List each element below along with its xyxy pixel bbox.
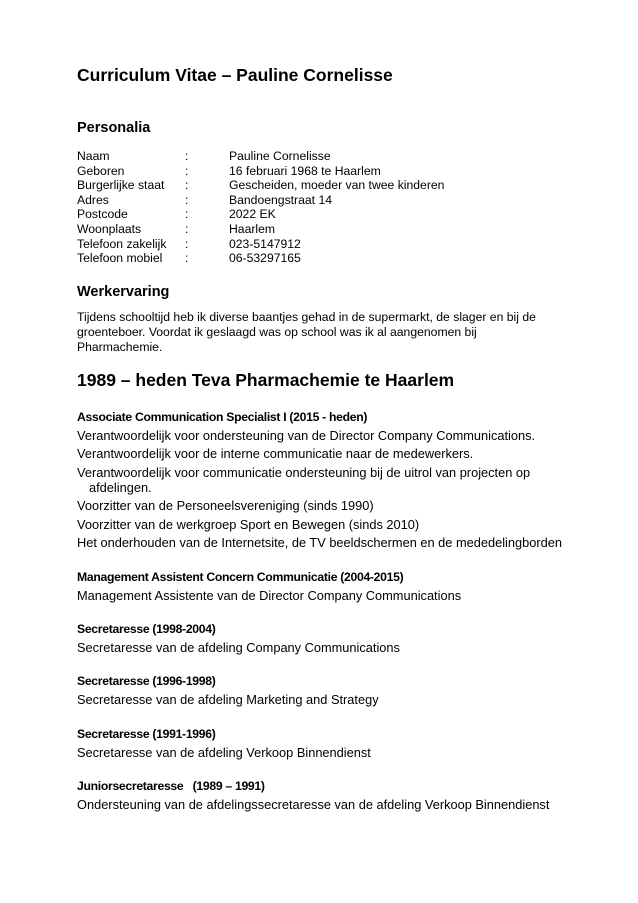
personalia-row [77,207,444,222]
personalia-row [77,149,444,164]
personalia-value: Haarlem [229,221,276,236]
personalia-row [77,222,444,237]
job-title: Secretaresse (1996-1998) [77,674,216,689]
job-line: Management Assistente van de Director Company Communications [77,587,462,603]
werkervaring-intro [77,310,567,355]
job-line: Secretaresse van de afdeling Company Communications [77,640,400,655]
personalia-label: Burgerlijke staat [77,178,165,193]
personalia-value: Gescheiden, moeder van twee kinderen [229,178,445,193]
personalia-separator: : [185,236,189,251]
intro-line: groenteboer. Voordat ik geslaagd was op school was ik al aangenomen bij [77,324,477,339]
employer-heading: 1989 – heden Teva Pharmachemie te Haarlem [77,369,455,390]
personalia-label: Telefoon zakelijk [77,236,167,251]
job-title: Juniorsecretaresse (1989 – 1991) [77,779,265,794]
personalia-row [77,251,444,266]
personalia-label: Naam [77,149,110,163]
personalia-row [77,193,444,208]
document-title: Curriculum Vitae – Pauline Cornelisse [77,65,393,85]
job-entry [77,727,577,762]
personalia-row [77,237,444,252]
job-entry [77,410,577,553]
personalia-separator: : [185,163,189,178]
job-entry [77,570,577,605]
personalia-separator: : [185,192,189,207]
personalia-separator: : [185,149,189,163]
personalia-separator: : [185,178,189,193]
job-entry [77,779,577,814]
job-line: Voorzitter van de Personeelsvereniging (sinds 1990) [77,498,374,514]
job-line: Verantwoordelijk voor de interne communicatie naar de medewerkers. [77,446,474,462]
job-line: Verantwoordelijk voor communicatie ondersteuning bij de uitrol van projecten op [77,464,531,480]
personalia-value: Bandoengstraat 14 [229,192,332,207]
job-line: Secretaresse van de afdeling Marketing and Strategy [77,692,379,708]
job-entry [77,622,577,657]
personalia-row [77,178,444,193]
personalia-value: 023-5147912 [229,236,301,251]
job-title: Secretaresse (1991-1996) [77,726,216,741]
job-entry [77,674,577,709]
job-line: Verantwoordelijk voor ondersteuning van de Director Company Communications. [77,427,536,443]
personalia-separator: : [185,221,189,236]
intro-line: Pharmachemie. [77,339,163,354]
personalia-separator: : [185,251,189,266]
werkervaring-heading: Werkervaring [77,283,170,300]
job-line: Het onderhouden van de Internetsite, de TV beeldschermen en de mededelingborden [77,535,562,551]
personalia-label: Postcode [77,207,128,222]
job-line: Voorzitter van de werkgroep Sport en Bewegen (sinds 2010) [77,516,420,532]
job-title: Management Assistent Concern Communicatie (2004-2015) [77,569,404,584]
personalia-heading: Personalia [77,120,151,136]
personalia-value: 16 februari 1968 te Haarlem [229,163,381,178]
personalia-table [77,149,444,266]
job-title: Associate Communication Specialist I (2015 - heden) [77,409,368,424]
personalia-separator: : [185,207,189,222]
personalia-value: 06-53297165 [229,251,301,266]
job-line: afdelingen. [89,479,152,495]
personalia-value: Pauline Cornelisse [229,149,331,163]
job-line: Secretaresse van de afdeling Verkoop Binnendienst [77,744,371,760]
personalia-row [77,164,444,179]
personalia-label: Woonplaats [77,221,142,236]
cv-document [77,64,577,815]
personalia-label: Telefoon mobiel [77,251,163,266]
personalia-label: Adres [77,192,109,207]
job-line: Ondersteuning van de afdelingssecretaresse van de afdeling Verkoop Binnendienst [77,797,550,813]
personalia-value: 2022 EK [229,207,276,222]
intro-line: Tijdens schooltijd heb ik diverse baantjes gehad in de supermarkt, de slager en bij de [77,309,536,324]
personalia-label: Geboren [77,163,125,178]
job-title: Secretaresse (1998-2004) [77,622,216,636]
